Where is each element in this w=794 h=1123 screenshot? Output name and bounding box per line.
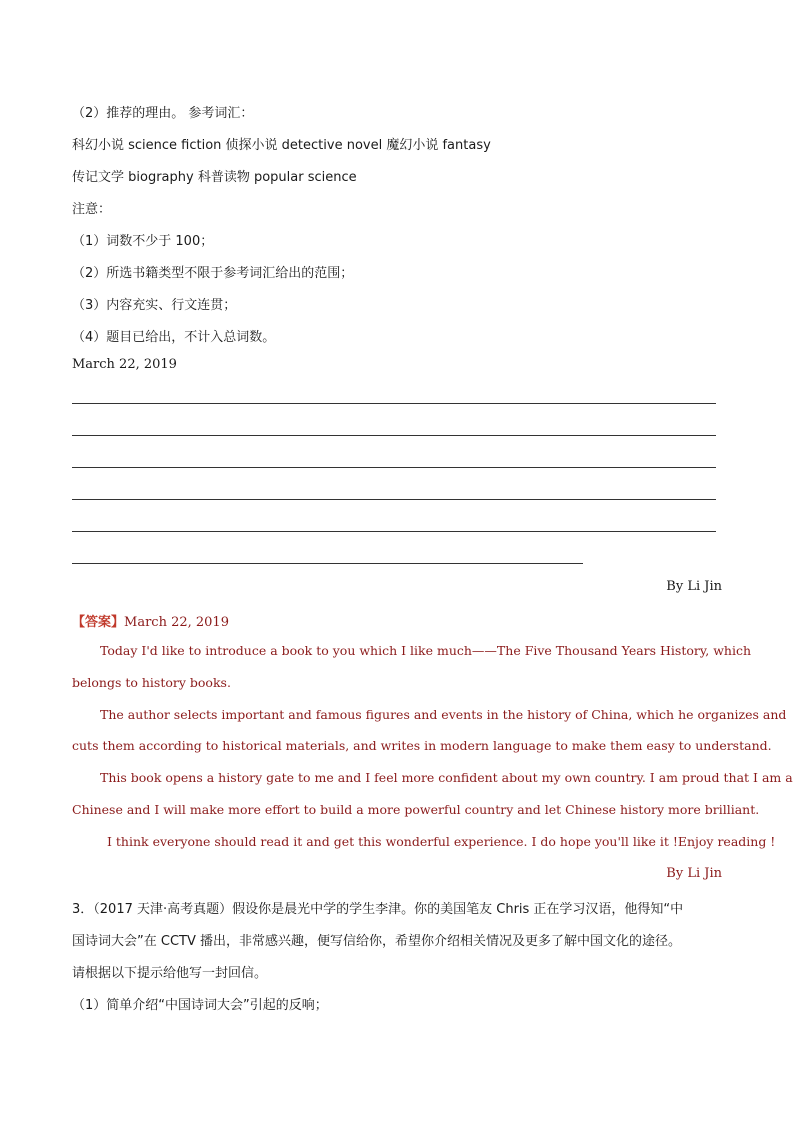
letter-date: March 22, 2019 xyxy=(72,357,177,372)
writing-line xyxy=(72,467,716,468)
note-item: （3）内容充实、行文连贯； xyxy=(72,298,237,313)
writing-line xyxy=(72,531,716,532)
vocab-line-1: 科幻小说 science fiction 侦探小说 detective novel 魔幻小说 fantasy xyxy=(72,138,491,153)
note-label: 注意： xyxy=(72,202,112,217)
writing-line xyxy=(72,563,583,564)
vocab-line-2: 传记文学 biography 科普读物 popular science xyxy=(72,170,357,185)
answer-signature: By Li Jin xyxy=(666,866,722,881)
answer-heading xyxy=(72,611,229,630)
answer-paragraph-line: I think everyone should read it and get this wonderful experience. I do hope you'll like it !Enjoy reading ! xyxy=(107,834,776,849)
note-item: （1）词数不少于 100； xyxy=(72,234,214,249)
answer-date: March 22, 2019 xyxy=(124,615,229,630)
answer-paragraph-line: cuts them according to historical materials, and writes in modern language to make them easy to understand. xyxy=(72,738,772,753)
signature: By Li Jin xyxy=(666,579,722,594)
answer-label: 【答案】 xyxy=(72,615,125,630)
question-line: 国诗词大会”在 CCTV 播出，非常感兴趣，便写信给你，希望你介绍相关情况及更多了解中国文化的途径。 xyxy=(72,934,681,949)
writing-line xyxy=(72,435,716,436)
answer-paragraph-line: belongs to history books. xyxy=(72,675,231,690)
question-line: （1）简单介绍“中国诗词大会”引起的反响； xyxy=(72,998,328,1013)
note-item: （2）所选书籍类型不限于参考词汇给出的范围； xyxy=(72,266,354,281)
answer-paragraph-line: Chinese and I will make more effort to build a more powerful country and let Chinese history more brilliant. xyxy=(72,802,760,817)
answer-paragraph-line: Today I'd like to introduce a book to you which I like much——The Five Thousand Years History, which xyxy=(100,643,752,658)
answer-paragraph-line: The author selects important and famous figures and events in the history of China, which he organizes and xyxy=(100,707,787,722)
answer-paragraph-line: This book opens a history gate to me and I feel more confident about my own country. I am proud that I am a xyxy=(100,770,793,785)
note-item: （4）题目已给出，不计入总词数。 xyxy=(72,330,276,345)
writing-line xyxy=(72,499,716,500)
writing-line xyxy=(72,403,716,404)
question-line: 3．（2017 天津·高考真题）假设你是晨光中学的学生李津。你的美国笔友 Chris 正在学习汉语，他得知“中 xyxy=(72,902,684,917)
reason-line: （2）推荐的理由。 参考词汇： xyxy=(72,106,254,121)
question-line: 请根据以下提示给他写一封回信。 xyxy=(72,966,268,981)
